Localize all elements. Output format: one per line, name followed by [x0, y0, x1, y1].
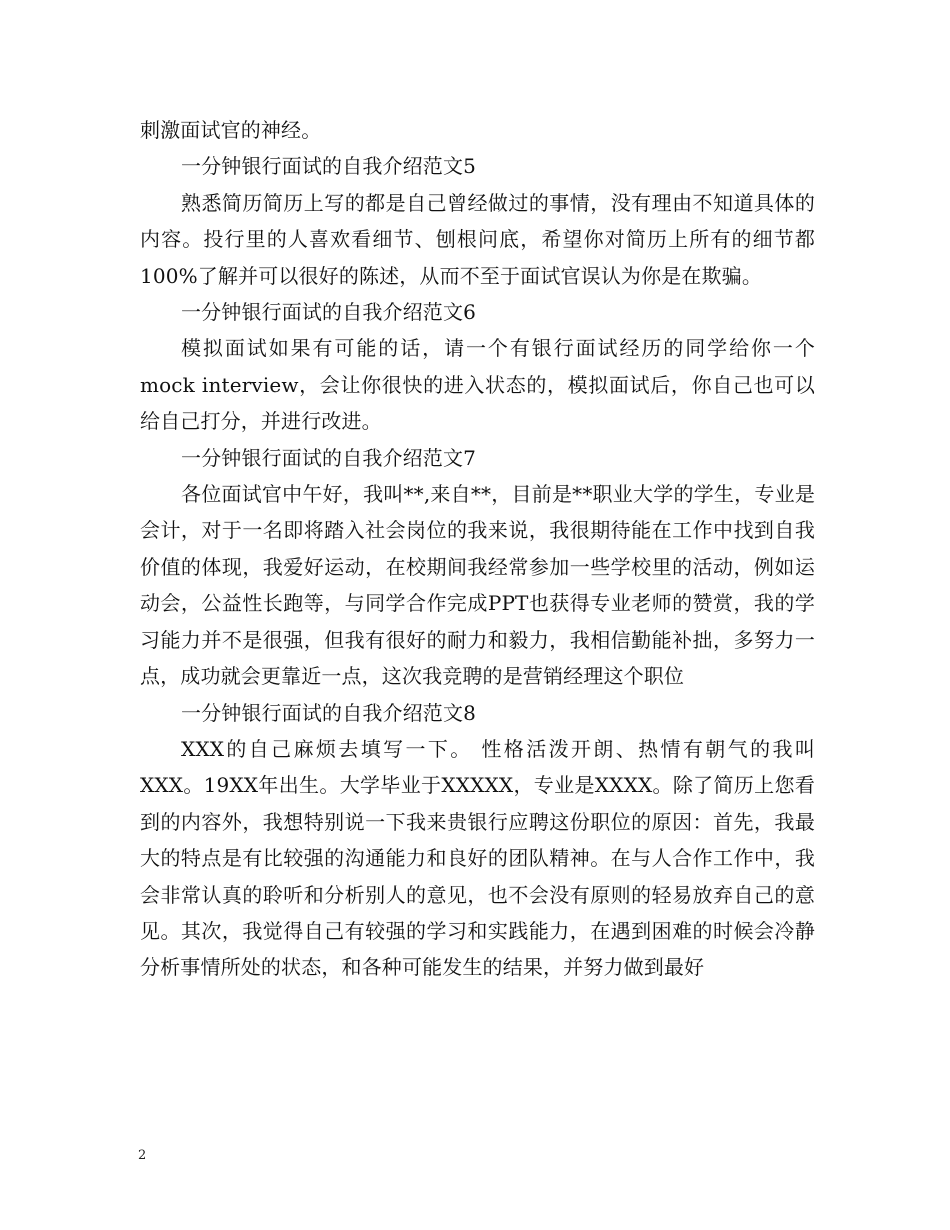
paragraph-self-intro-7: 各位面试官中午好，我叫**,来自**，目前是**职业大学的学生，专业是会计，对于一名即将踏入社会岗位的我来说，我很期待能在工作中找到自我价值的体现，我爱好运动，在校期间我经常参加一些学校里的活动，例如运动会，公益性长跑等，与同学合作完成PPT也获得专业老师的赞赏，我的学习能力并不是很强，但我有很好的耐力和毅力，我相信勤能补拙，多努力一点，成功就会更靠近一点，这次我竞聘的是营销经理这个职位	[140, 482, 815, 689]
paragraph-resume-familiarity: 熟悉简历简历上写的都是自己曾经做过的事情，没有理由不知道具体的内容。投行里的人喜欢看细节、刨根问底，希望你对简历上所有的细节都100%了解并可以很好的陈述，从而不至于面试官误认为你是在欺骗。	[140, 190, 815, 288]
section-heading-7: 一分钟银行面试的自我介绍范文7	[181, 445, 476, 470]
document-body	[140, 112, 815, 986]
section-heading-5: 一分钟银行面试的自我介绍范文5	[181, 154, 476, 179]
paragraph-continuation: 刺激面试官的神经。	[140, 118, 322, 142]
paragraph-mock-interview: 模拟面试如果有可能的话，请一个有银行面试经历的同学给你一个mock interview，会让你很快的进入状态的，模拟面试后，你自己也可以给自己打分，并进行改进。	[140, 336, 815, 434]
page-number: 2	[138, 1148, 147, 1163]
paragraph-self-intro-8: XXX的自己麻烦去填写一下。 性格活泼开朗、热情有朝气的我叫XXX。19XX年出生。大学毕业于XXXXX，专业是XXXX。除了简历上您看到的内容外，我想特别说一下我来贵银行应聘这份职位的原因：首先，我最大的特点是有比较强的沟通能力和良好的团队精神。在与人合作工作中，我会非常认真的聆听和分析别人的意见，也不会没有原则的轻易放弃自己的意见。其次，我觉得自己有较强的学习和实践能力，在遇到困难的时候会冷静分析事情所处的状态，和各种可能发生的结果，并努力做到最好	[140, 736, 815, 980]
section-heading-8: 一分钟银行面试的自我介绍范文8	[181, 700, 476, 725]
section-heading-6: 一分钟银行面试的自我介绍范文6	[181, 300, 476, 325]
